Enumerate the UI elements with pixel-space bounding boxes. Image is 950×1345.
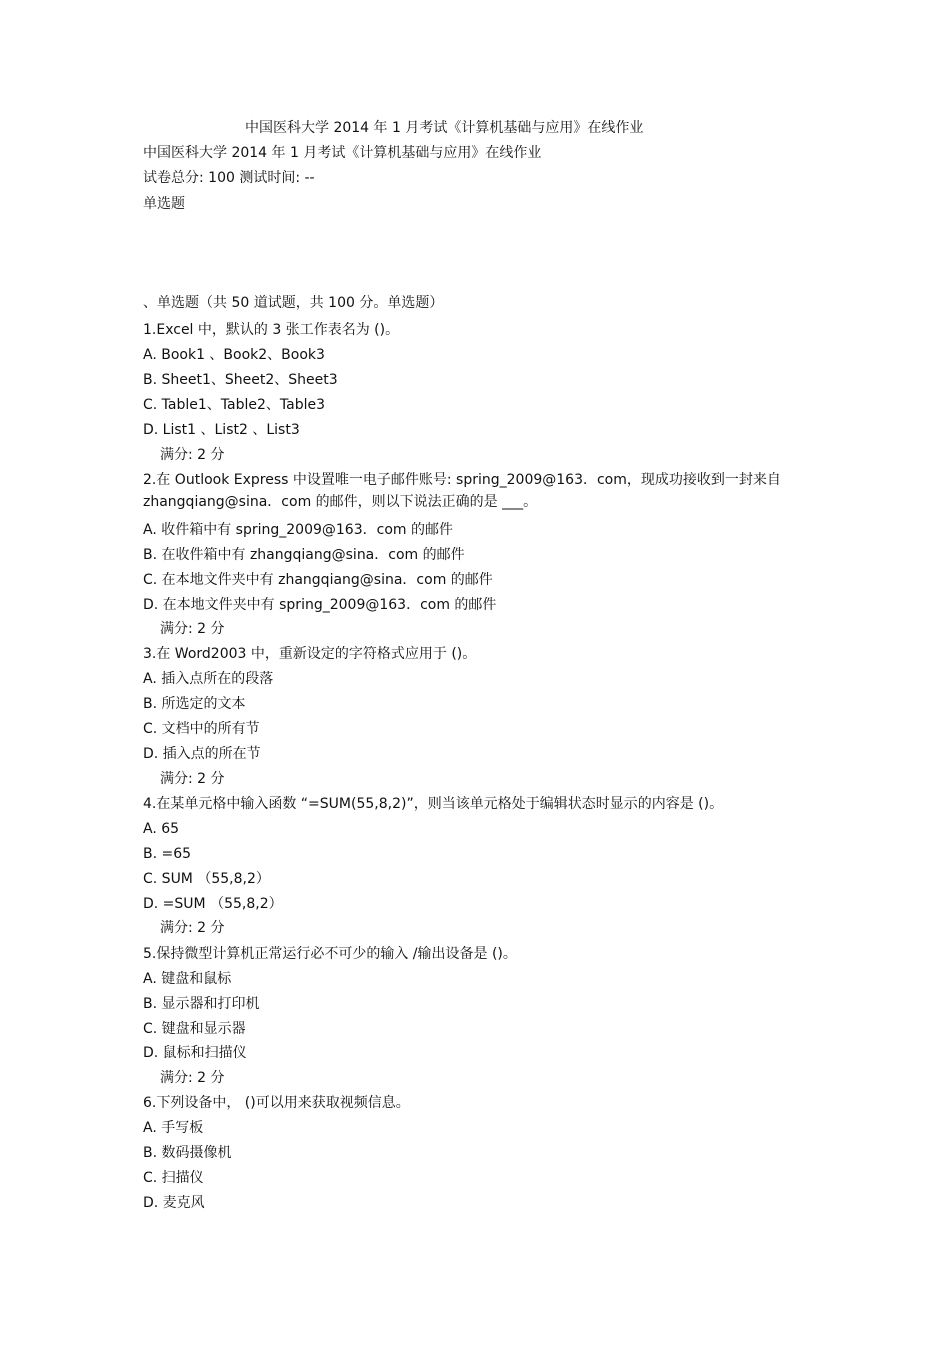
option-a: A. Book1 、Book2、Book3 <box>143 347 325 363</box>
question-stem: 6.下列设备中， ()可以用来获取视频信息。 <box>143 1095 410 1111</box>
option-b: B. Sheet1、Sheet2、Sheet3 <box>143 372 338 388</box>
question-stem: 3.在 Word2003 中，重新设定的字符格式应用于 ()。 <box>143 646 477 662</box>
option-d: D. 插入点的所在节 <box>143 746 261 762</box>
document-subtitle: 中国医科大学 2014 年 1 月考试《计算机基础与应用》在线作业 <box>143 145 542 161</box>
option-d: D. List1 、List2 、List3 <box>143 422 300 438</box>
option-a: A. 键盘和鼠标 <box>143 971 232 987</box>
document-title: 中国医科大学 2014 年 1 月考试《计算机基础与应用》在线作业 <box>245 120 644 136</box>
section-type: 单选题 <box>143 196 185 212</box>
question-stem: 4.在某单元格中输入函数 “=SUM(55,8,2)”，则当该单元格处于编辑状态时显示的内容是 ()。 <box>143 796 724 812</box>
question-stem: 5.保持微型计算机正常运行必不可少的输入 /输出设备是 ()。 <box>143 946 517 962</box>
option-c: C. SUM （55,8,2） <box>143 871 270 887</box>
option-d: D. =SUM （55,8,2） <box>143 896 283 912</box>
option-c: C. Table1、Table2、Table3 <box>143 397 326 413</box>
option-b: B. 所选定的文本 <box>143 696 246 712</box>
option-d: D. 鼠标和扫描仪 <box>143 1045 247 1061</box>
option-d: D. 在本地文件夹中有 spring_2009@163．com 的邮件 <box>143 597 497 613</box>
exam-meta: 试卷总分: 100 测试时间: -- <box>143 170 315 186</box>
question-score: 满分: 2 分 <box>160 621 225 637</box>
option-a: A. 手写板 <box>143 1120 204 1136</box>
option-b: B. 数码摄像机 <box>143 1145 232 1161</box>
option-a: A. 收件箱中有 spring_2009@163．com 的邮件 <box>143 522 453 538</box>
option-b: B. 显示器和打印机 <box>143 996 260 1012</box>
option-b: B. 在收件箱中有 zhangqiang@sina．com 的邮件 <box>143 547 465 563</box>
question-score: 满分: 2 分 <box>160 771 225 787</box>
section-heading: 、单选题（共 50 道试题，共 100 分。单选题） <box>143 295 444 311</box>
option-c: C. 扫描仪 <box>143 1170 204 1186</box>
option-d: D. 麦克风 <box>143 1195 205 1211</box>
option-c: C. 文档中的所有节 <box>143 721 260 737</box>
option-b: B. =65 <box>143 846 192 862</box>
option-c: C. 键盘和显示器 <box>143 1021 246 1037</box>
question-score: 满分: 2 分 <box>160 920 225 936</box>
question-stem: 2.在 Outlook Express 中设置唯一电子邮件账号: spring_2009@163．com，现成功接收到一封来自 zhangqiang@sina．com 的邮件，则以下说法正确的是 ___。 <box>143 472 781 510</box>
option-a: A. 65 <box>143 821 180 837</box>
question-stem: 1.Excel 中，默认的 3 张工作表名为 ()。 <box>143 322 400 338</box>
question-score: 满分: 2 分 <box>160 1070 225 1086</box>
option-a: A. 插入点所在的段落 <box>143 671 274 687</box>
option-c: C. 在本地文件夹中有 zhangqiang@sina．com 的邮件 <box>143 572 493 588</box>
question-score: 满分: 2 分 <box>160 447 225 463</box>
